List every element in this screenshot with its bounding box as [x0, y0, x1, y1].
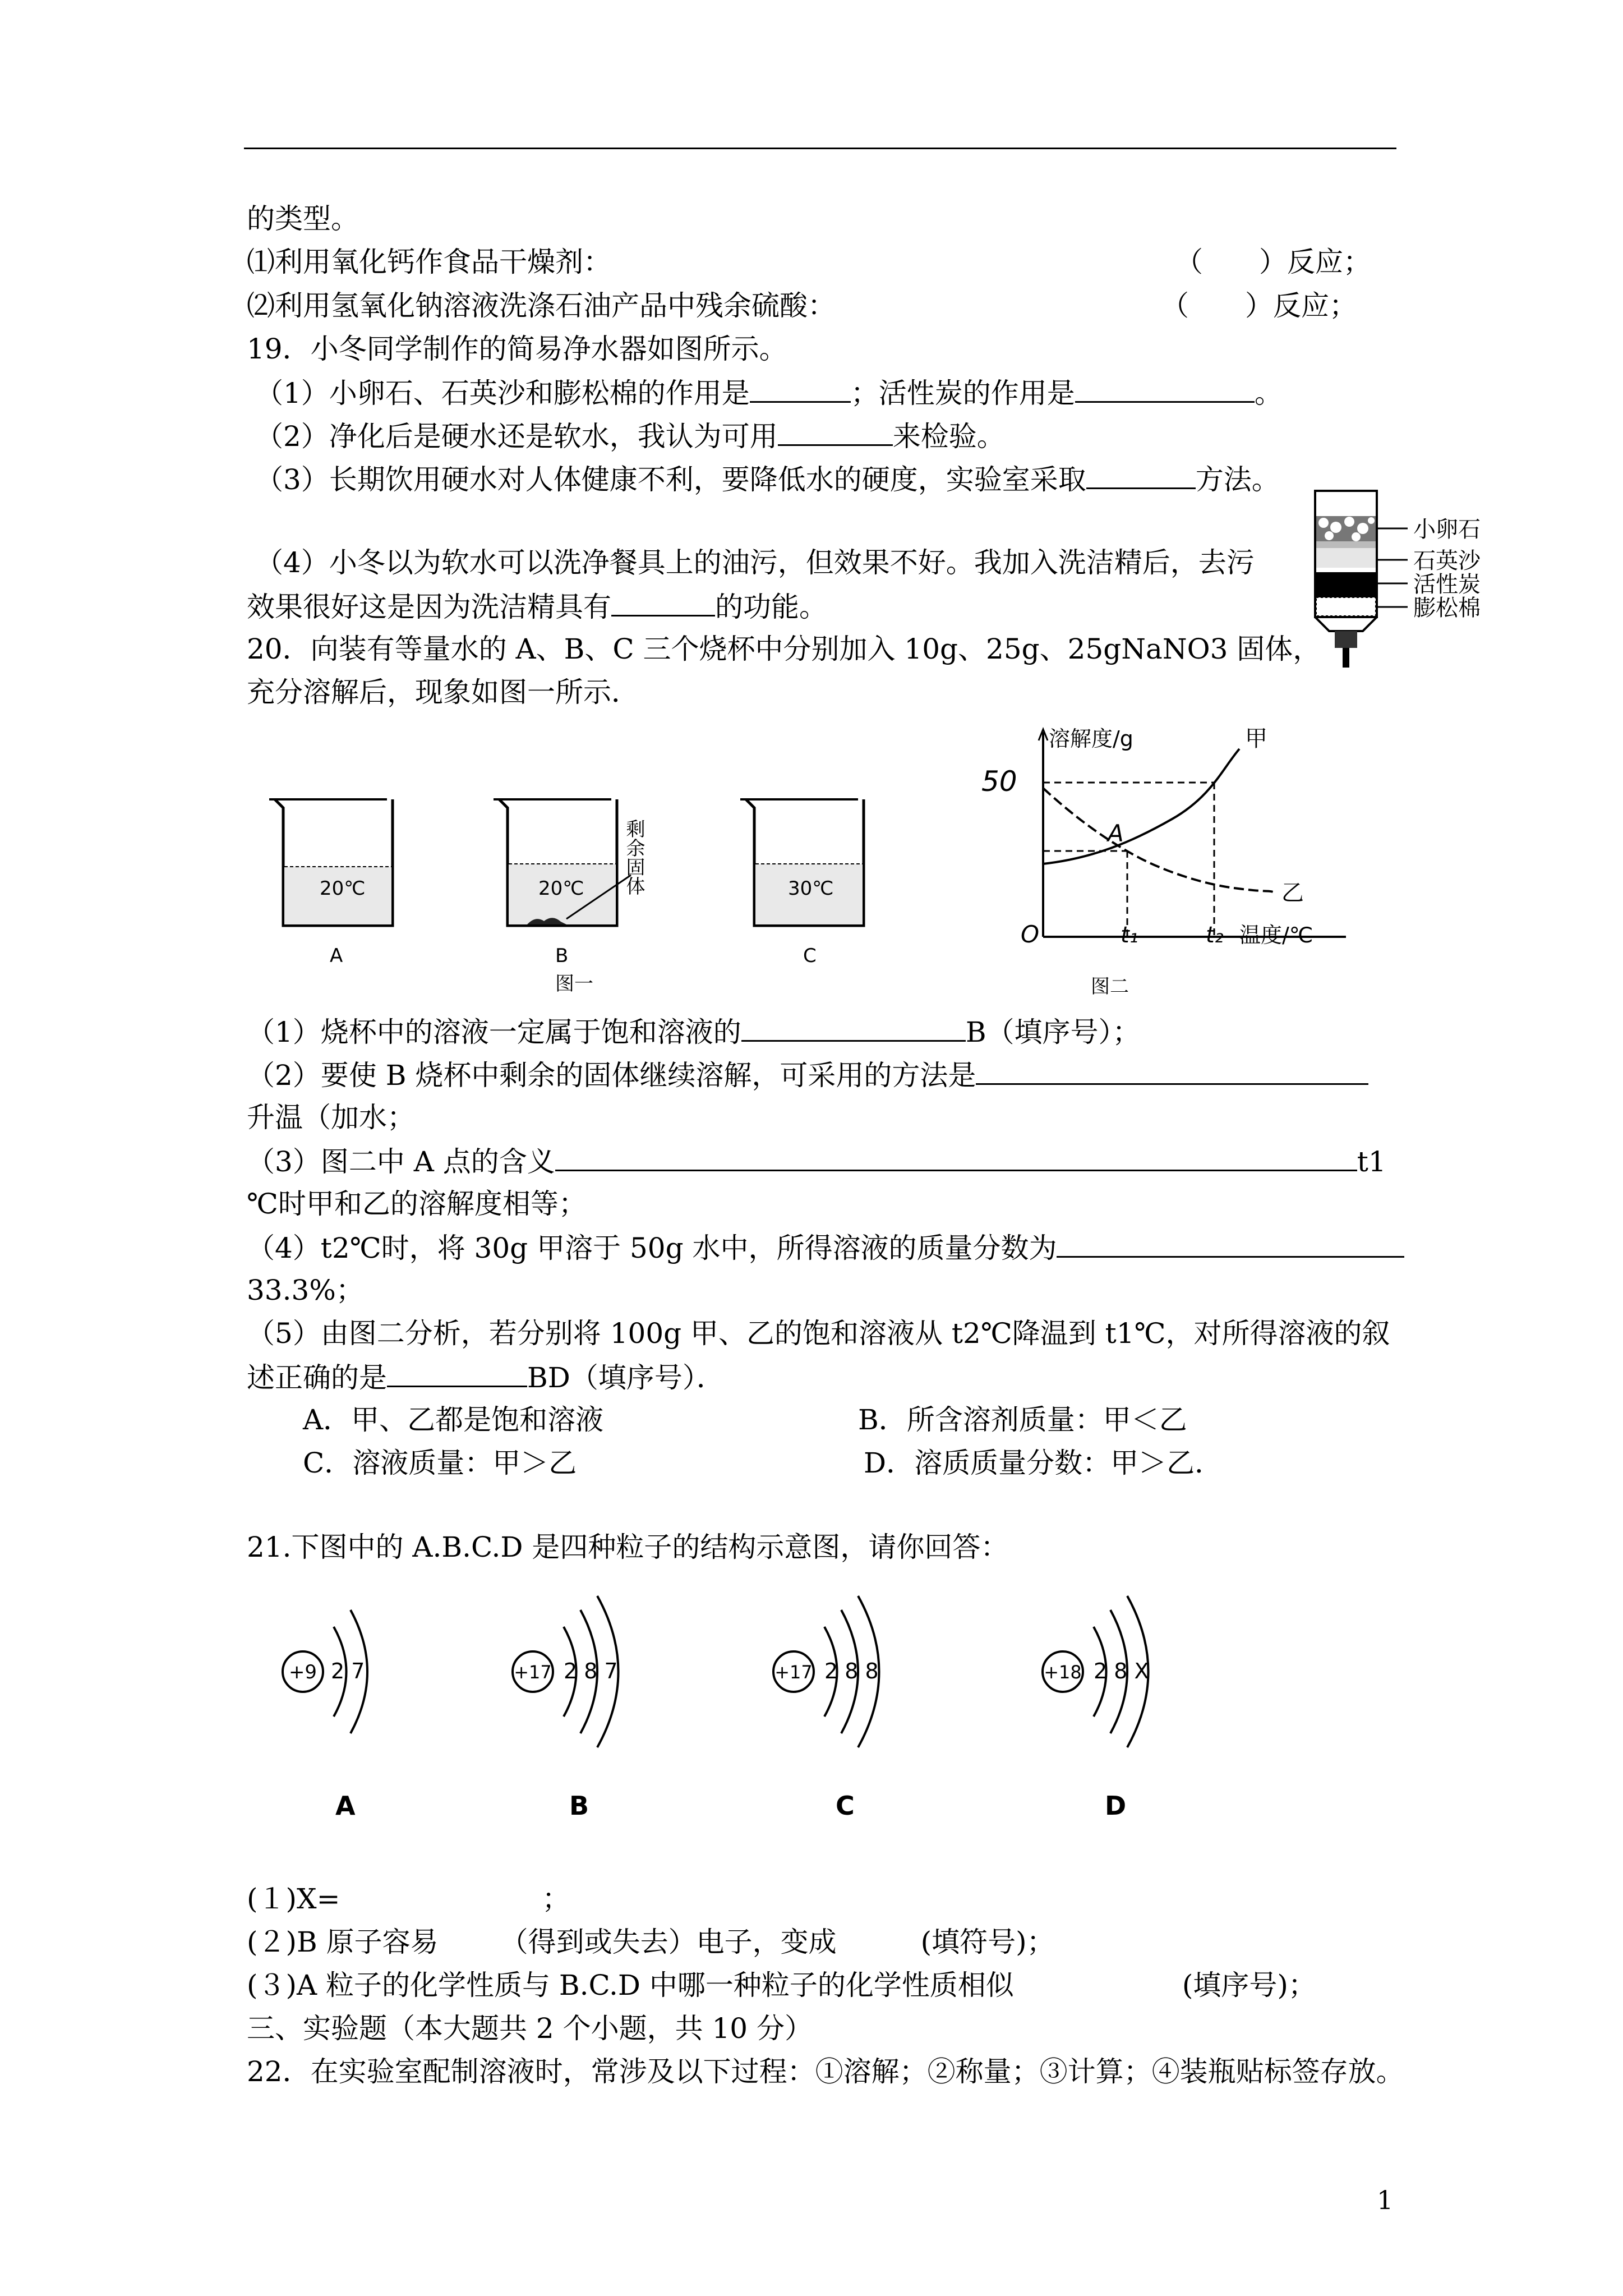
nucleus-charge: +17	[514, 1662, 552, 1683]
q20-line1: 20．向装有等量水的 A、B、C 三个烧杯中分别加入 10g、25g、25gNaNO3 固体，	[247, 633, 1321, 665]
beaker-c	[740, 799, 864, 967]
atom-a	[283, 1610, 367, 1821]
x-tick-t1: t₁	[1121, 922, 1138, 948]
q19-1: （1）小卵石、石英沙和膨松棉的作用是 ；活性炭的作用是 。	[255, 375, 1283, 410]
q19-title: 19．小冬同学制作的简易净水器如图所示。	[247, 333, 787, 365]
q20-5: （5）由图二分析，若分别将 100g 甲、乙的饱和溶液从 t2℃降温到 t1℃，对所得溶液的叙	[247, 1317, 1390, 1350]
q18-1: ⑴利用氧化钙作食品干燥剂：	[247, 246, 611, 278]
beaker-label: B	[555, 945, 569, 967]
filter-label: 小卵石	[1413, 517, 1481, 542]
x-axis-label: 温度/℃	[1239, 923, 1313, 947]
electron-config: 2 8 8	[824, 1659, 879, 1683]
beaker-label: A	[330, 945, 343, 967]
atom-b	[513, 1596, 619, 1821]
header-rule	[244, 148, 1396, 149]
filter-label: 膨松棉	[1413, 595, 1481, 621]
atom-label: B	[569, 1791, 589, 1821]
option-b: B．所含溶剂质量：甲＜乙	[858, 1404, 1187, 1436]
q21-3: (３)A 粒子的化学性质与 B.C.D 中哪一种粒子的化学性质相似 (填序号)；	[247, 1969, 1316, 2001]
text-line: 的类型。	[247, 203, 359, 235]
nucleus-charge: +9	[288, 1661, 317, 1683]
filter-label: 石英沙	[1413, 548, 1481, 574]
filter-label: 活性炭	[1413, 572, 1481, 597]
q20-3: （3）图二中 A 点的含义 t1	[247, 1144, 1386, 1179]
residue-label: 剩余固体	[623, 819, 645, 895]
q19-2: （2）净化后是硬水还是软水，我认为可用 来检验。	[255, 418, 1005, 453]
electron-config: 2 8 X	[1094, 1659, 1149, 1683]
water-filter-diagram	[1307, 488, 1531, 679]
q18-2: ⑵利用氢氧化钠溶液洗涤石油产品中残余硫酸：	[247, 289, 836, 322]
curve-label-jia: 甲	[1245, 726, 1267, 752]
q20-4: （4）t2℃时，将 30g 甲溶于 50g 水中，所得溶液的质量分数为	[247, 1230, 1404, 1265]
beaker-b	[494, 799, 631, 967]
y-tick-50: 50	[981, 765, 1017, 798]
curve-jia	[1043, 749, 1239, 864]
q20-5-cont: 述正确的是 BD（填序号）．	[247, 1360, 725, 1395]
section-3-heading: 三、实验题（本大题共 2 个小题，共 10 分）	[247, 2012, 813, 2045]
q20-1: （1）烧杯中的溶液一定属于饱和溶液的 B（填序号）；	[247, 1014, 1141, 1049]
option-a: A．甲、乙都是饱和溶液	[303, 1404, 604, 1436]
q18-2-answer: （ ）反应；	[1161, 289, 1357, 322]
nucleus-charge: +18	[1044, 1662, 1082, 1683]
x-tick-t2: t₂	[1206, 922, 1224, 948]
q18-1-answer: （ ）反应；	[1175, 246, 1371, 278]
q20-4-cont: 33.3%；	[247, 1274, 364, 1306]
atom-label: C	[836, 1791, 855, 1821]
q19-4-cont: 效果很好这是因为洗洁精具有 的功能。	[247, 589, 827, 624]
point-a-label: A	[1108, 820, 1124, 847]
nucleus-charge: +17	[774, 1662, 813, 1683]
q20-line2: 充分溶解后，现象如图一所示．	[247, 676, 639, 708]
beaker-label: C	[803, 945, 817, 967]
figure-2-solubility-graph	[965, 721, 1368, 1001]
atom-c	[773, 1596, 879, 1821]
figure-2-caption: 图二	[1091, 976, 1129, 998]
atom-label: D	[1105, 1791, 1127, 1821]
q20-2-cont: 升温（加水；	[247, 1101, 415, 1134]
q21-1: (１)X= ；	[247, 1883, 570, 1915]
particle-structure-diagrams	[247, 1593, 1481, 1846]
y-axis-label: 溶解度/g	[1049, 726, 1133, 751]
beaker-temp: 20℃	[320, 877, 366, 900]
atom-label: A	[335, 1791, 356, 1821]
beaker-a	[269, 799, 393, 967]
option-d: D．溶质质量分数：甲＞乙．	[864, 1447, 1223, 1479]
page-number: 1	[1377, 2185, 1394, 2215]
atom-d	[1043, 1596, 1149, 1821]
beaker-temp: 30℃	[788, 877, 834, 900]
q20-3-cont: ℃时甲和乙的溶解度相等；	[247, 1188, 587, 1220]
q20-2: （2）要使 B 烧杯中剩余的固体继续溶解，可采用的方法是	[247, 1057, 1368, 1092]
beaker-temp: 20℃	[538, 877, 584, 900]
figure-1-caption: 图一	[555, 973, 593, 993]
q21-2: (２)B 原子容易 （得到或失去）电子，变成 (填符号)；	[247, 1926, 1055, 1958]
carbon-layer	[1316, 572, 1376, 597]
q19-3: （3）长期饮用硬水对人体健康不利，要降低水的硬度，实验室采取 方法。	[255, 462, 1280, 496]
q21-title: 21.下图中的 A.B.C.D 是四种粒子的结构示意图，请你回答：	[247, 1531, 1009, 1563]
electron-config: 2 7	[331, 1659, 365, 1683]
origin-label: O	[1021, 921, 1040, 948]
curve-yi	[1043, 788, 1273, 892]
electron-config: 2 8 7	[564, 1659, 618, 1683]
figure-1-beakers	[264, 791, 970, 993]
pebble-layer	[1316, 516, 1376, 541]
q22: 22．在实验室配制溶液时，常涉及以下过程：①溶解；②称量；③计算；④装瓶贴标签存放。	[247, 2055, 1404, 2088]
q19-4: （4）小冬以为软水可以洗净餐具上的油污，但效果不好。我加入洗洁精后，去污	[255, 546, 1255, 579]
option-c: C．溶液质量：甲＞乙	[303, 1447, 577, 1479]
curve-label-yi: 乙	[1281, 880, 1304, 906]
